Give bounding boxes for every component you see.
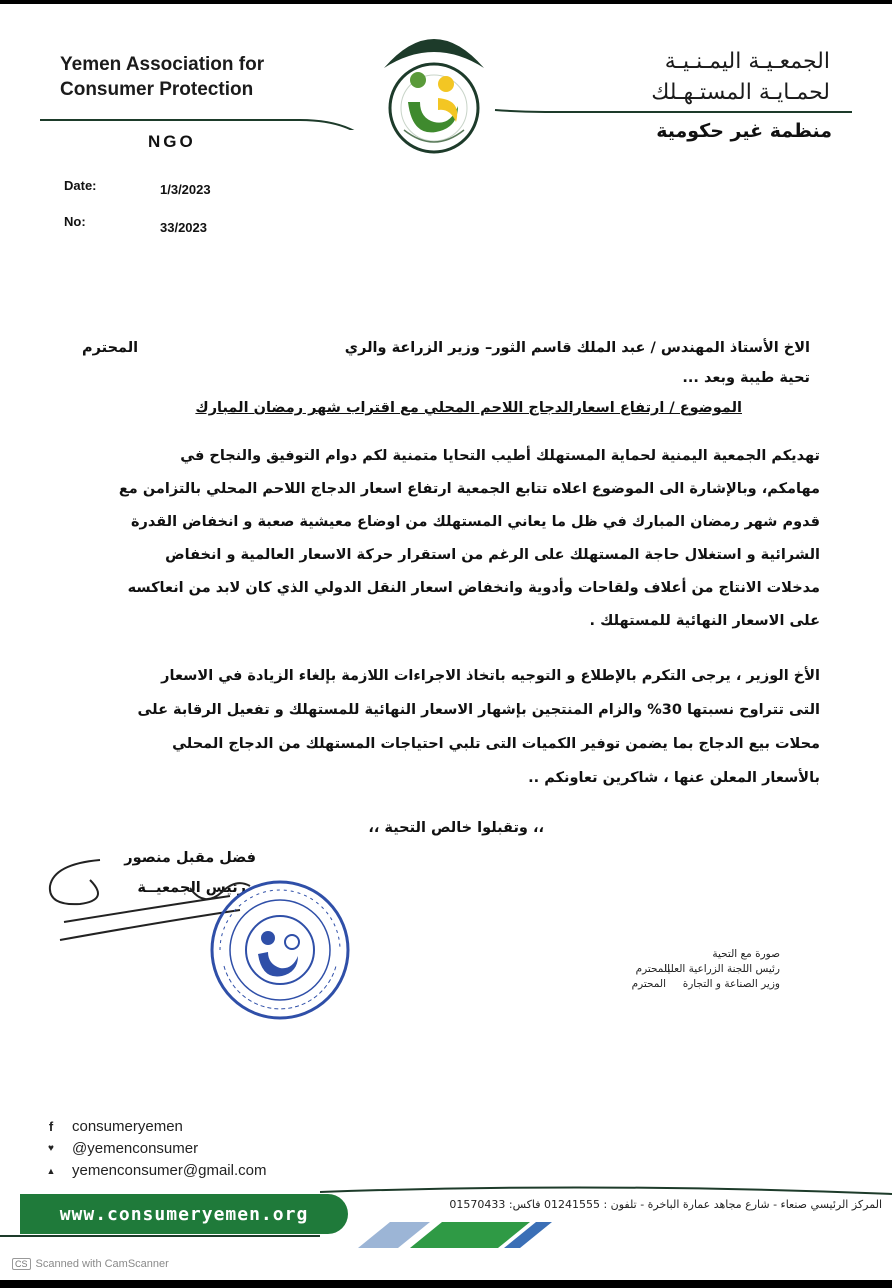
subject-line: الموضوع / ارتفاع اسعارالدجاج اللاحم المحلي مع اقتراب شهر رمضان المبارك bbox=[195, 400, 742, 416]
number-value: 33/2023 bbox=[160, 220, 207, 235]
paragraph-line: مهامكم، وبالإشارة الى الموضوع اعلاه تتابع الجمعية ارتفاع اسعار الدجاج اللاحم المحلي بالتزامن مع bbox=[118, 481, 820, 497]
cc-line-1: رئيس اللجنة الزراعية العليا bbox=[664, 963, 780, 975]
social-email[interactable] bbox=[44, 1162, 266, 1179]
camscanner-icon: CS bbox=[12, 1258, 31, 1270]
cc-heading: صورة مع التحية bbox=[712, 948, 780, 960]
social-handle: @yemenconsumer bbox=[72, 1140, 199, 1157]
twitter-icon: ♥ bbox=[48, 1143, 54, 1154]
closing: ،، وتقبلوا خالص التحية ،، bbox=[368, 820, 544, 836]
paragraph-line: التى تتراوح نسبتها 30% والزام المنتجين بإشهار الاسعار النهائية للمستهلك و تفعيل الرقابة على bbox=[137, 702, 820, 718]
association-logo bbox=[376, 18, 492, 160]
greeting: تحية طيبة وبعد ... bbox=[682, 370, 810, 386]
org-name-en bbox=[60, 52, 360, 102]
paragraph-line: مدخلات الانتاج من أعلاف ولقاحات وأدوية وانخفاض اسعار النقل الدولي الذي كان لابد من انعاكسه bbox=[127, 580, 820, 596]
addressee-suffix: المحترم bbox=[82, 340, 139, 356]
cc-line-1-suffix: المحترم bbox=[635, 963, 670, 975]
org-name-en-line2: Consumer Protection bbox=[60, 79, 254, 100]
email-icon: ▲ bbox=[46, 1165, 56, 1176]
org-name-ar-line2: لحمـايـة المستـهـلك bbox=[651, 80, 830, 105]
facebook-icon: f bbox=[48, 1119, 54, 1134]
official-stamp bbox=[206, 876, 354, 1024]
paragraph-line: قدوم شهر رمضان المبارك في ظل ما يعاني المستهلك من اوضاع معيشية صعبة و انخفاض القدرة bbox=[130, 514, 820, 530]
signatory-name: فضل مقبل منصور bbox=[124, 850, 256, 866]
logo-figure-head-right bbox=[438, 76, 454, 92]
footer-address: المركز الرئيسي صنعاء - شارع مجاهد عمارة الباخرة - تلفون : 01241555 فاكس: 01570433 bbox=[449, 1198, 882, 1211]
top-border bbox=[0, 0, 892, 4]
date-value: 1/3/2023 bbox=[160, 182, 211, 197]
org-name-ar-line1: الجمعـيـة اليمـنـيـة bbox=[664, 49, 830, 74]
scanner-watermark bbox=[12, 1258, 169, 1270]
paragraph-line: بالأسعار المعلن عنها ، شاكرين تعاونكم .. bbox=[528, 770, 820, 786]
ngo-label-ar: منظمة غير حكومية bbox=[656, 120, 832, 142]
paragraph-line: على الاسعار النهائية للمستهلك . bbox=[589, 613, 820, 629]
logo-figure-head-left bbox=[410, 72, 426, 88]
addressee: الاخ الأستاذ المهندس / عبد الملك قاسم الثور– وزير الزراعة والري bbox=[344, 340, 810, 356]
paragraph-line: الشرائية و استغلال حاجة المستهلك على الرغم من استقرار حركة الاسعار العالمية و انخفاض bbox=[165, 547, 820, 563]
signatory-title: رئيس الجمعيــة bbox=[137, 880, 246, 896]
org-name-en-line1: Yemen Association for bbox=[60, 54, 265, 75]
cc-line-2: وزير الصناعة و التجارة bbox=[682, 978, 780, 990]
paragraph-line: محلات بيع الدجاج بما يضمن توفير الكميات التى تلبي احتياجات المستهلك من الدجاج المحلي bbox=[172, 736, 820, 752]
social-handle: yemenconsumer@gmail.com bbox=[72, 1162, 267, 1179]
date-label: Date: bbox=[64, 178, 97, 193]
social-handle: consumeryemen bbox=[72, 1118, 183, 1135]
social-twitter[interactable] bbox=[44, 1140, 198, 1157]
paragraph-line: تهديكم الجمعية اليمنية لحماية المستهلك أطيب التحايا متمنية لكم دوام التوفيق والنجاح في bbox=[180, 448, 820, 464]
paragraph-line: الأخ الوزير ، يرجى التكرم بالإطلاع و التوجيه باتخاذ الاجراءات اللازمة بإلغاء الزيادة في الاسعار bbox=[161, 668, 820, 684]
number-label: No: bbox=[64, 214, 86, 229]
ngo-label: NGO bbox=[148, 132, 196, 151]
cc-line-2-suffix: المحترم bbox=[631, 978, 666, 990]
bottom-border bbox=[0, 1280, 892, 1288]
website-link[interactable]: www.consumeryemen.org bbox=[20, 1194, 348, 1234]
scanner-text: Scanned with CamScanner bbox=[35, 1258, 169, 1270]
social-facebook[interactable] bbox=[44, 1118, 183, 1135]
